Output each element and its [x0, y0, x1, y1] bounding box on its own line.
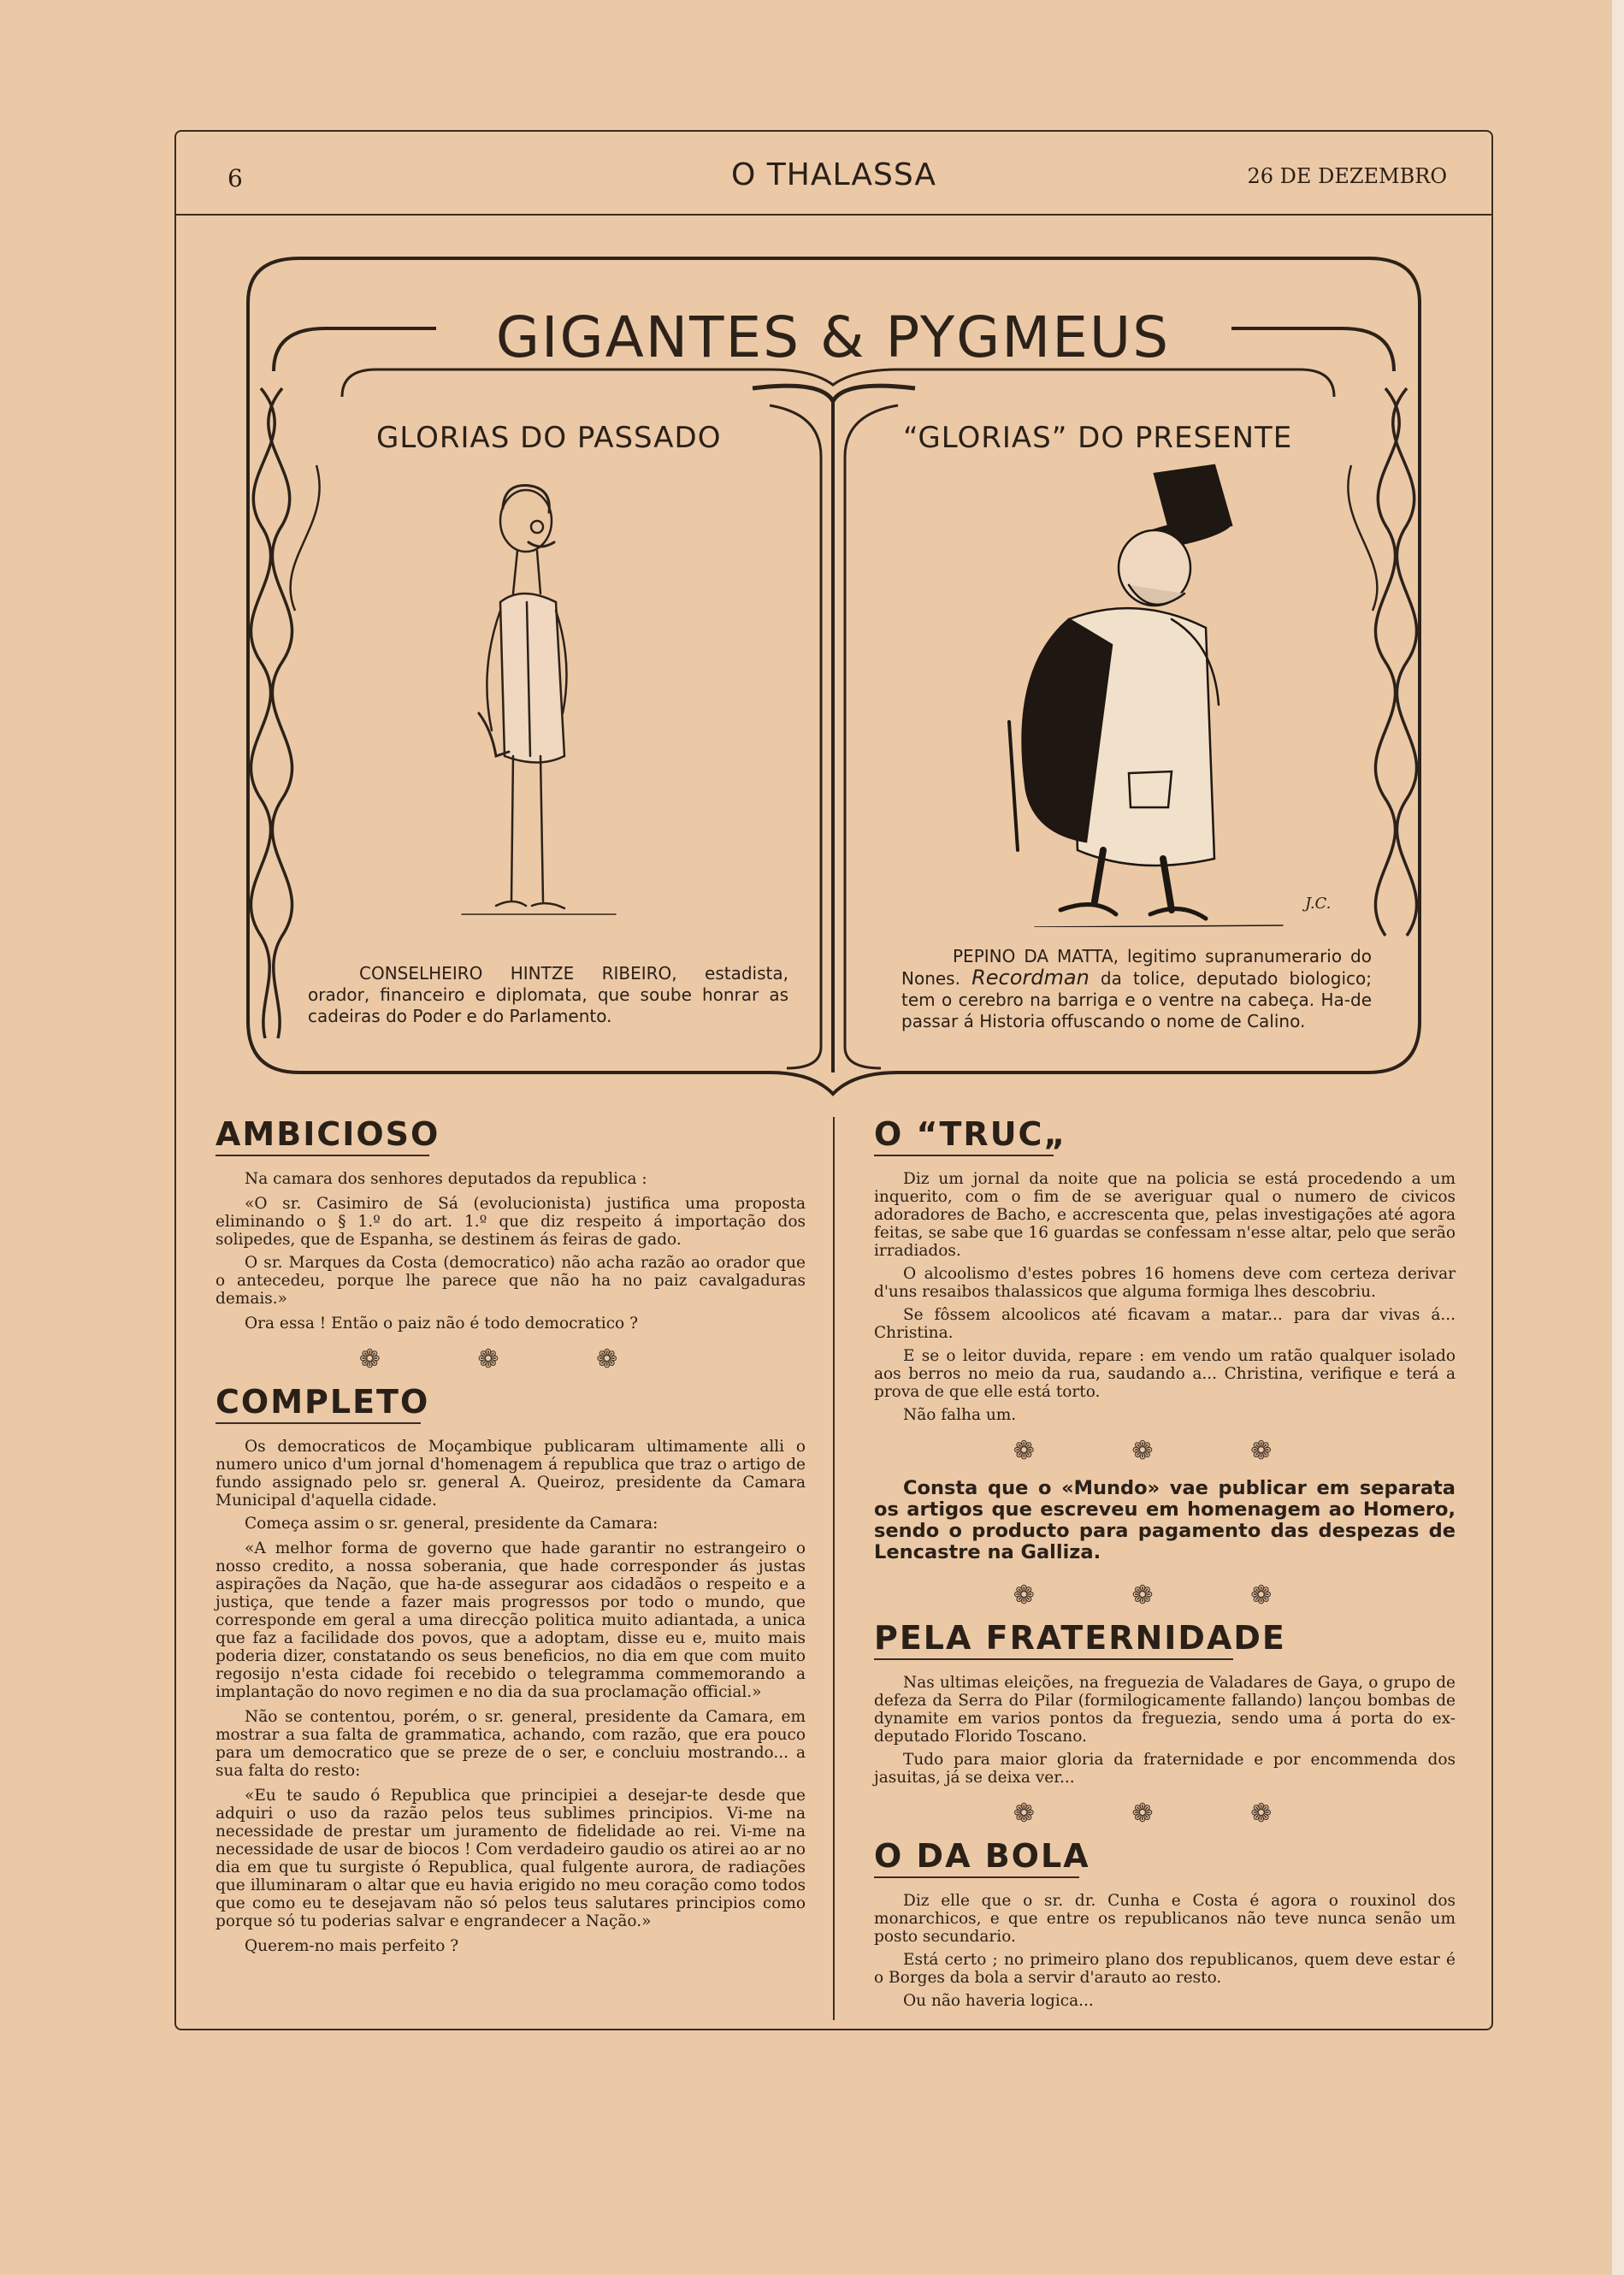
issue-date: 26 DE DEZEMBRO — [1247, 164, 1447, 188]
left-heading: GLORIAS DO PASSADO — [376, 421, 722, 455]
completo-p6: Querem-no mais perfeito ? — [245, 1937, 459, 1955]
right-caption-part-c: da tolice, deputado biologico; tem o cerebro na barriga e o ventre na cabeça. Ha-de passar á Historia offuscando o nome de Calino. — [901, 968, 1372, 1031]
header-rule — [176, 214, 1491, 216]
cartoon-title: GIGANTES & PYGMEUS — [495, 304, 1171, 370]
heading-ambicioso: AMBICIOSO — [216, 1115, 440, 1153]
ornament-divider: ❁ ❁ ❁ — [1013, 1799, 1317, 1829]
completo-p3: «A melhor forma de governo que hade garantir no estrangeiro o nosso credito, a nossa soberania, que hade corresponder ás justas aspirações da Nação, que ha-de assegurar aos cidadãos o respeito e a justiça, que tende a fazer mais progressos por todo o mundo, que corresponde em geral a uma direcção politica muito adiantada, a unica que faz a facilidade dos povos, que a adoptam, disse eu e, muito mais poderia dizer, constatando os seus beneficios, no dia em que com muito regosijo n'esta cidade foi recebido o telegramma commemorando a implantação do novo regimen e no dia da sua proclamação official.» — [216, 1539, 806, 1701]
completo-p4: Não se contentou, porém, o sr. general, presidente da Camara, em mostrar a sua falta de grammatica, achando, com razão, que era pouco para um democratico que se preze de o ser, e concluiu mostrando... a sua falta do resto: — [216, 1708, 806, 1780]
left-column — [216, 1115, 806, 1960]
truc-p4: E se o leitor duvida, repare : em vendo um ratão qualquer isolado aos berros no meio da rua, saudando a... Christina, verifique e terá a prova de que elle está torto. — [874, 1347, 1456, 1401]
heading-rule — [216, 1155, 429, 1156]
completo-p2: Começa assim o sr. general, presidente da Camara: — [245, 1515, 658, 1533]
right-caption — [901, 946, 1372, 1032]
bola-p1: Diz elle que o sr. dr. Cunha e Costa é agora o rouxinol dos monarchicos, e que entre os republicanos não teve nunca senão um posto secundario. — [874, 1892, 1456, 1946]
completo-p5: «Eu te saudo ó Republica que principiei a desejar-te desde que adquiri o uso da razão pelos teus sublimes principios. Vi-me na necessidade de prestar um juramento de fidelidade ao rei. Vi-me na necessidade de usar de biocos ! Com verdadeiro gaudio os atirei ao ar no dia em que tu surgiste ó Republica, qual fulgente aurora, de radiações que illuminaram o altar que eu havia erigido no meu coração como todos que como eu te desejavam não só pelos teus salutares principios como porque só tu poderias salvar e engrandecer a Nação.» — [216, 1787, 806, 1930]
left-caption: CONSELHEIRO HINTZE RIBEIRO, estadista, orador, financeiro e diplomata, que soube honrar as cadeiras do Poder e do Parlamento. — [308, 963, 788, 1026]
heading-rule — [874, 1876, 1079, 1878]
ambicioso-p2: «O sr. Casimiro de Sá (evolucionista) justifica uma proposta eliminando o § 1.º do art. 1.º que diz respeito á importação dos solipedes, que de Espanha, se destinem ás feiras de gado. — [216, 1195, 806, 1249]
newspaper-title: O THALASSA — [731, 157, 936, 192]
ambicioso-p1: Na camara dos senhores deputados da republica : — [245, 1170, 647, 1188]
heading-rule — [874, 1155, 1054, 1156]
column-divider — [833, 1117, 835, 2020]
right-caption-part-a: PEPINO DA MATTA, legitimo supranumerario do Nones. — [901, 946, 1372, 989]
heading-o-da-bola: O DA BOLA — [874, 1837, 1090, 1875]
cartoon-panel — [222, 251, 1444, 1096]
right-column — [874, 1115, 1456, 2015]
heading-truc: O “TRUC„ — [874, 1115, 1067, 1153]
truc-p5: Não falha um. — [903, 1406, 1017, 1424]
ornament-divider: ❁ ❁ ❁ — [1013, 1581, 1317, 1610]
heading-fraternidade: PELA FRATERNIDADE — [874, 1619, 1286, 1657]
paper-edge — [1612, 0, 1624, 2275]
bola-p3: Ou não haveria logica... — [903, 1992, 1094, 2010]
ornament-divider: ❁ ❁ ❁ — [358, 1344, 663, 1374]
page-frame — [174, 130, 1493, 2030]
ambicioso-p4: Ora essa ! Então o paiz não é todo democratico ? — [245, 1315, 638, 1332]
truc-p2: O alcoolismo d'estes pobres 16 homens deve com certeza derivar d'uns resaibos thalassicos que alguma formiga lhes descobriu. — [874, 1265, 1456, 1301]
fraternidade-p2: Tudo para maior gloria da fraternidade e por encommenda dos jasuitas, já se deixa ver... — [874, 1751, 1456, 1787]
bola-p2: Está certo ; no primeiro plano dos republicanos, quem deve estar é o Borges da bola a servir d'arauto ao resto. — [874, 1951, 1456, 1987]
right-caption-recordman: Recordman — [971, 966, 1090, 990]
completo-p1: Os democraticos de Moçambique publicaram ultimamente alli o numero unico d'um jornal d'homenagem á republica que traz o artigo de fundo assignado pelo sr. general A. Queiroz, presidente da Camara Municipal d'aquella cidade. — [216, 1438, 806, 1510]
right-heading: “GLORIAS” DO PRESENTE — [903, 421, 1293, 455]
fraternidade-p1: Nas ultimas eleições, na freguezia de Valadares de Gaya, o grupo de defeza da Serra do Pilar (formilogicamente fallando) lançou bombas de dynamite em varios pontos da freguezia, sendo uma á porta do ex-deputado Florido Toscano. — [874, 1674, 1456, 1746]
heading-completo: COMPLETO — [216, 1383, 430, 1421]
truc-p3: Se fôssem alcoolicos até ficavam a matar... para dar vivas á... Christina. — [874, 1306, 1456, 1342]
heading-rule — [216, 1422, 421, 1424]
artist-signature: J.C. — [1305, 895, 1332, 913]
heading-rule — [874, 1658, 1233, 1660]
ornament-divider: ❁ ❁ ❁ — [1013, 1436, 1317, 1466]
page-number: 6 — [227, 164, 243, 192]
pepino-da-matta-caricature — [958, 448, 1317, 927]
running-header — [176, 132, 1491, 214]
ambicioso-p3: O sr. Marques da Costa (democratico) não acha razão ao orador que o antecedeu, porque lhe parece que não ha no paiz cavalgaduras demais.» — [216, 1254, 806, 1308]
hintze-ribeiro-caricature — [445, 474, 633, 953]
truc-p1: Diz um jornal da noite que na policia se está procedendo a um inquerito, com o fim de se averiguar qual o numero de civicos adoradores de Bacho, e accrescenta que, pelas investigações até agora feitas, se sabe que 16 guardas se confessam n'esse altar, pelo que serão irradiados. — [874, 1170, 1456, 1260]
mundo-notice: Consta que o «Mundo» vae publicar em separata os artigos que escreveu em homenagem ao Homero, sendo o producto para pagamento das despezas de Lencastre na Galliza. — [874, 1477, 1456, 1563]
